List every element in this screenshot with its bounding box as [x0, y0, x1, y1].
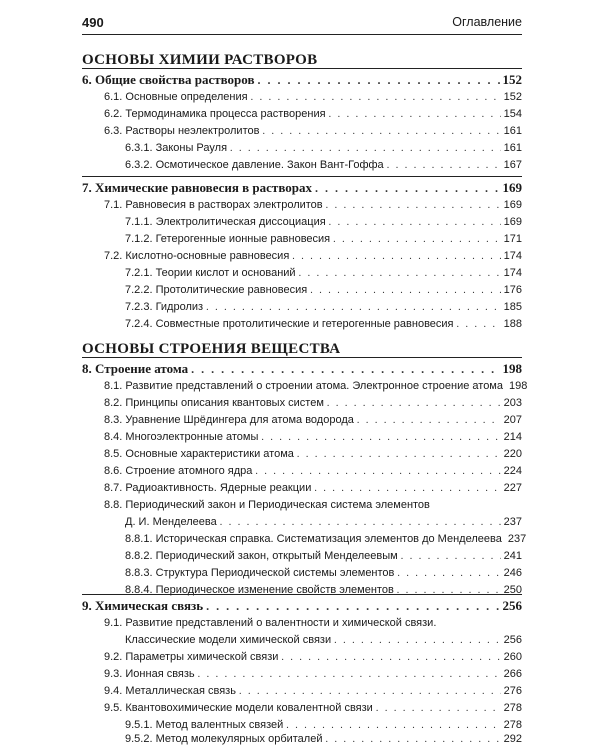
running-title: Оглавление: [452, 15, 522, 29]
entry-title: 8.8.3. Структура Периодической системы элементов: [125, 567, 395, 579]
toc-entry[interactable]: [125, 233, 522, 249]
entry-title: 7.2.1. Теории кислот и оснований: [125, 267, 296, 279]
entry-page: 203: [503, 397, 522, 409]
toc-entry[interactable]: [104, 250, 522, 266]
leader-dots: [397, 568, 500, 579]
leader-dots: [281, 652, 500, 663]
toc-entry[interactable]: [104, 414, 522, 430]
entry-title: 8.8.4. Периодическое изменение свойств элементов: [125, 584, 394, 596]
entry-title-continuation: Классические модели химической связи: [125, 634, 332, 646]
entry-page: 292: [503, 733, 522, 745]
leader-dots: [286, 720, 500, 731]
entry-title: 7.2.4. Совместные протолитические и гетерогенные равновесия: [125, 318, 454, 330]
toc-entry[interactable]: [125, 567, 522, 583]
leader-dots: [315, 181, 500, 196]
chapter-heading[interactable]: [82, 176, 522, 197]
entry-title: 9.3. Ионная связь: [104, 668, 195, 680]
chapter-heading[interactable]: [82, 594, 522, 615]
leader-dots: [220, 517, 501, 528]
entry-page: 278: [503, 719, 522, 731]
leader-dots: [255, 466, 500, 477]
leader-dots: [206, 302, 501, 313]
entry-title: 6.1. Основные определения: [104, 91, 248, 103]
entry-page: 171: [503, 233, 522, 245]
entry-title: 8.4. Многоэлектронные атомы: [104, 431, 259, 443]
entry-title: 8.1. Развитие представлений о строении атома. Электронное строение атома: [104, 380, 503, 392]
entry-page: 214: [503, 431, 522, 443]
toc-entry[interactable]: [125, 634, 522, 650]
entry-title: 7.2.2. Протолитические равновесия: [125, 284, 308, 296]
entry-page: 176: [503, 284, 522, 296]
leader-dots: [251, 92, 501, 103]
entry-page: 152: [503, 91, 522, 103]
entry-page: 198: [509, 380, 528, 392]
leader-dots: [327, 398, 501, 409]
toc-entry[interactable]: [104, 685, 522, 701]
entry-title: 6.3.1. Законы Рауля: [125, 142, 228, 154]
entry-title: 8.2. Принципы описания квантовых систем: [104, 397, 324, 409]
leader-dots: [262, 126, 500, 137]
leader-dots: [239, 686, 501, 697]
entry-title: 7.1.1. Электролитическая диссоциация: [125, 216, 326, 228]
entry-page: 174: [503, 267, 522, 279]
chapter-heading[interactable]: [82, 68, 522, 89]
leader-dots: [299, 268, 501, 279]
entry-page: 174: [503, 250, 522, 262]
entry-page: 250: [503, 584, 522, 596]
entry-title: 8.7. Радиоактивность. Ядерные реакции: [104, 482, 312, 494]
entry-page: 169: [503, 199, 522, 211]
entry-page: 167: [503, 159, 522, 171]
chapter-heading[interactable]: [82, 357, 522, 378]
leader-dots: [261, 432, 500, 443]
entry-page: 224: [503, 465, 522, 477]
entry-title: 9.4. Металлическая связь: [104, 685, 236, 697]
toc-entry[interactable]: [125, 550, 522, 566]
toc-entry[interactable]: [125, 301, 522, 317]
chapter-title: 9. Химическая связь: [82, 598, 204, 613]
toc-entry[interactable]: [104, 380, 528, 396]
chapter-page: 198: [502, 361, 522, 376]
toc-entry[interactable]: [104, 125, 522, 141]
toc-entry[interactable]: [104, 431, 522, 447]
toc-entry[interactable]: [104, 448, 522, 464]
entry-title: 9.5.1. Метод валентных связей: [125, 719, 284, 731]
page-header: [82, 12, 522, 35]
chapter-title: 7. Химические равновесия в растворах: [82, 180, 312, 195]
leader-dots: [198, 669, 501, 680]
entry-title: 9.5.2. Метод молекулярных орбиталей: [125, 733, 323, 745]
toc-entry[interactable]: [125, 142, 522, 158]
toc-entry[interactable]: [125, 318, 522, 334]
toc-entry[interactable]: [125, 267, 522, 283]
entry-title: 6.2. Термодинамика процесса растворения: [104, 108, 326, 120]
entry-page: 161: [503, 125, 522, 137]
chapter-page: 152: [502, 72, 522, 87]
leader-dots: [329, 217, 501, 228]
toc-entry[interactable]: [104, 465, 522, 481]
entry-page: 276: [503, 685, 522, 697]
toc-entry[interactable]: [125, 159, 522, 175]
toc-entry[interactable]: [125, 733, 522, 749]
entry-title: 7.1. Равновесия в растворах электролитов: [104, 199, 323, 211]
entry-page: 154: [503, 108, 522, 120]
toc-entry[interactable]: [125, 533, 527, 549]
chapter-page: 256: [502, 598, 522, 613]
entry-title-line[interactable]: 9.1. Развитие представлений о валентности и химической связи.: [104, 617, 437, 629]
leader-dots: [257, 73, 499, 88]
leader-dots: [357, 415, 501, 426]
chapter-title: 6. Общие свойства растворов: [82, 72, 255, 87]
page-number: 490: [82, 15, 104, 30]
toc-entry[interactable]: [104, 108, 522, 124]
entry-title: 8.3. Уравнение Шрёдингера для атома водорода: [104, 414, 354, 426]
leader-dots: [314, 483, 500, 494]
entry-title-line[interactable]: 8.8. Периодический закон и Периодическая система элементов: [104, 499, 430, 511]
entry-page: 227: [503, 482, 522, 494]
toc-entry[interactable]: [104, 668, 522, 684]
leader-dots: [401, 551, 501, 562]
toc-entry[interactable]: [104, 482, 522, 498]
toc-entry[interactable]: [104, 199, 522, 215]
entry-page: 185: [503, 301, 522, 313]
toc-entry[interactable]: [125, 216, 522, 232]
entry-title: 9.2. Параметры химической связи: [104, 651, 279, 663]
chapter-page: 169: [502, 180, 522, 195]
leader-dots: [297, 449, 501, 460]
toc-entry[interactable]: [104, 91, 522, 107]
entry-page: 246: [503, 567, 522, 579]
leader-dots: [333, 234, 501, 245]
entry-title: 9.5. Квантовохимические модели ковалентной связи: [104, 702, 373, 714]
leader-dots: [376, 703, 501, 714]
toc-entry[interactable]: [125, 284, 522, 300]
entry-title: 8.5. Основные характеристики атома: [104, 448, 294, 460]
leader-dots: [329, 109, 501, 120]
leader-dots: [334, 635, 501, 646]
toc-entry[interactable]: [104, 397, 522, 413]
leader-dots: [457, 319, 501, 330]
leader-dots: [206, 599, 499, 614]
leader-dots: [326, 200, 501, 211]
entry-title: 7.2. Кислотно-основные равновесия: [104, 250, 290, 262]
toc-entry[interactable]: [125, 516, 522, 532]
entry-page: 169: [503, 216, 522, 228]
leader-dots: [191, 362, 499, 377]
entry-page: 237: [503, 516, 522, 528]
entry-title: 8.6. Строение атомного ядра: [104, 465, 253, 477]
toc-entry[interactable]: [104, 702, 522, 718]
entry-title: 6.3.2. Осмотическое давление. Закон Вант-Гоффа: [125, 159, 384, 171]
part-title: ОСНОВЫ ХИМИИ РАСТВОРОВ: [82, 52, 318, 68]
entry-page: 220: [503, 448, 522, 460]
leader-dots: [310, 285, 500, 296]
entry-page: 161: [503, 142, 522, 154]
entry-page: 241: [503, 550, 522, 562]
leader-dots: [325, 734, 500, 745]
toc-entry[interactable]: [104, 651, 522, 667]
entry-page: 256: [503, 634, 522, 646]
entry-title: 7.1.2. Гетерогенные ионные равновесия: [125, 233, 331, 245]
entry-page: 260: [503, 651, 522, 663]
leader-dots: [230, 143, 501, 154]
entry-title: 8.8.2. Периодический закон, открытый Менделеевым: [125, 550, 398, 562]
entry-title-continuation: Д. И. Менделеева: [125, 516, 217, 528]
entry-page: 237: [507, 533, 527, 545]
leader-dots: [292, 251, 500, 262]
chapter-title: 8. Строение атома: [82, 361, 189, 376]
entry-page: 266: [503, 668, 522, 680]
entry-title: 6.3. Растворы неэлектролитов: [104, 125, 260, 137]
entry-page: 207: [503, 414, 522, 426]
entry-page: 188: [503, 318, 522, 330]
leader-dots: [387, 160, 501, 171]
part-title: ОСНОВЫ СТРОЕНИЯ ВЕЩЕСТВА: [82, 341, 341, 357]
entry-title: 8.8.1. Историческая справка. Систематизация элементов до Менделеева: [125, 533, 502, 545]
entry-title: 7.2.3. Гидролиз: [125, 301, 204, 313]
entry-page: 278: [503, 702, 522, 714]
